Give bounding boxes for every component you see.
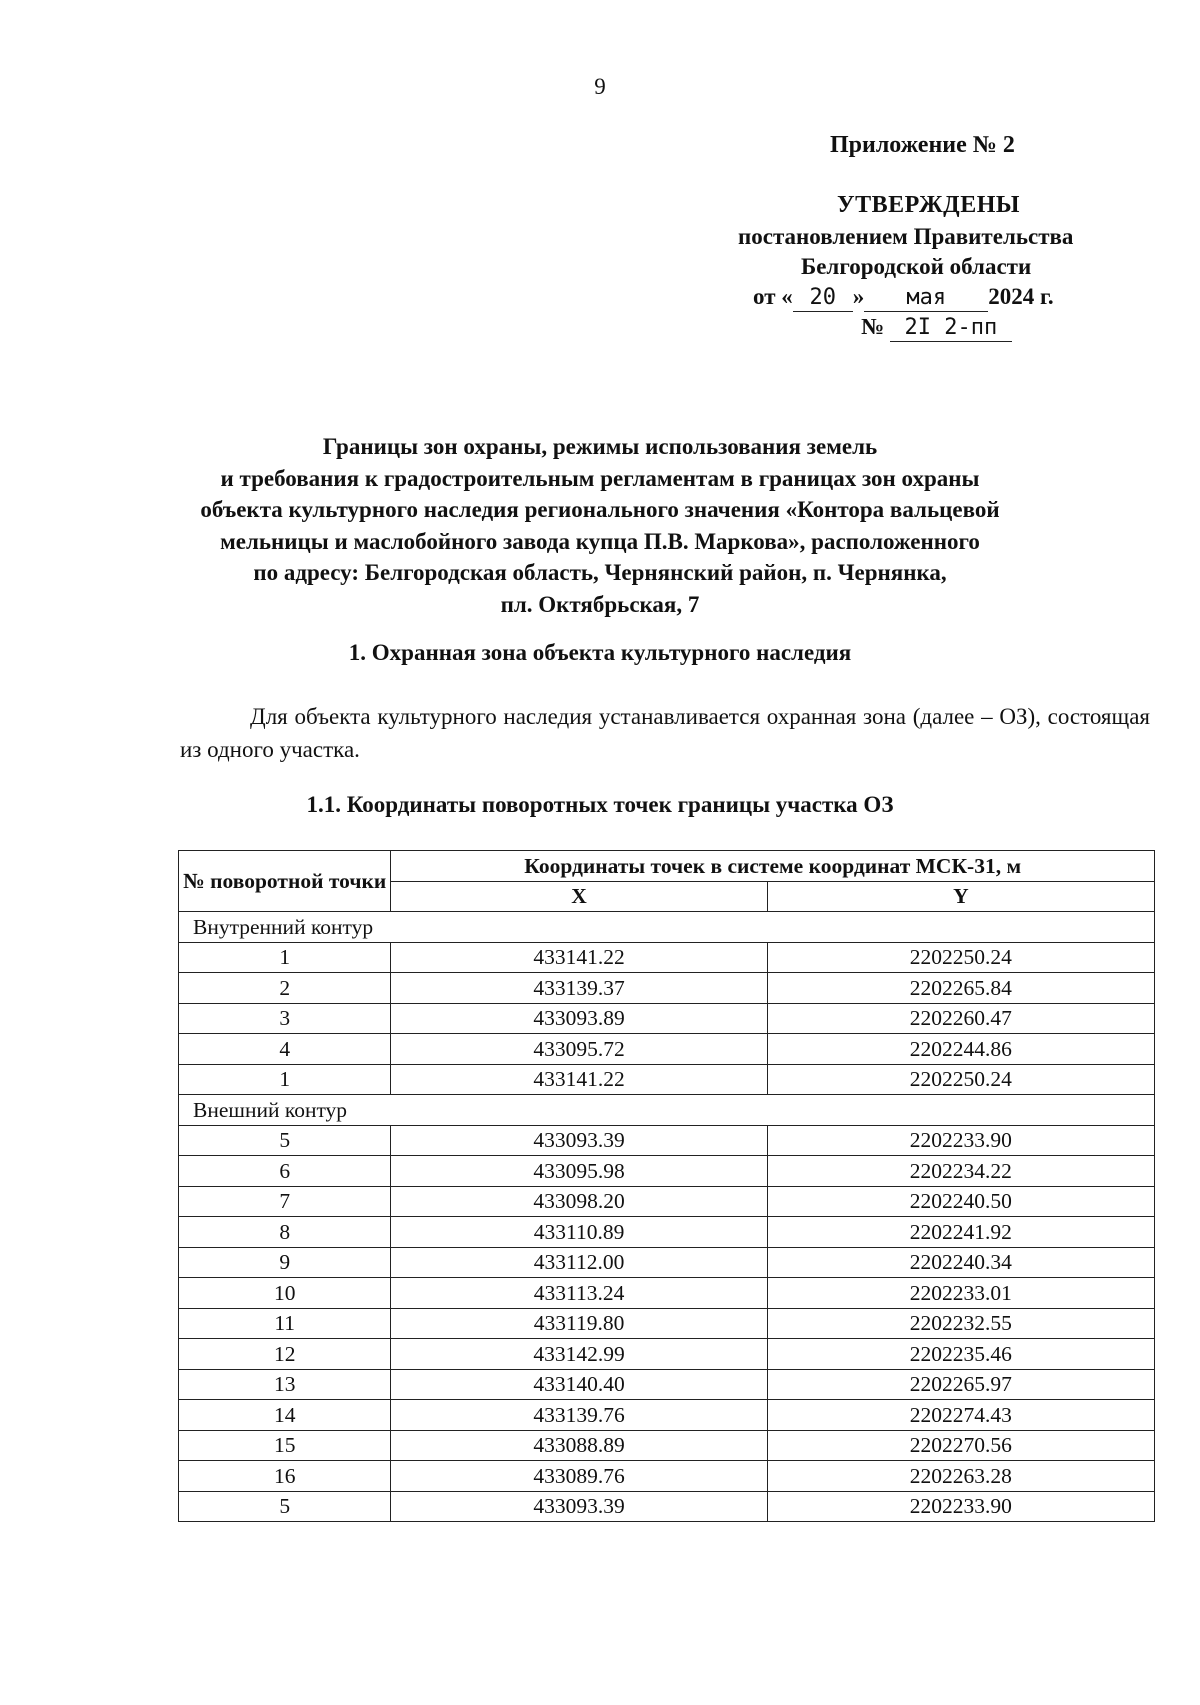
cell-x: 433098.20 [391, 1186, 767, 1217]
cell-y: 2202263.28 [767, 1461, 1154, 1492]
table-row [179, 1064, 1155, 1095]
cell-x: 433110.89 [391, 1217, 767, 1248]
cell-x: 433139.76 [391, 1400, 767, 1431]
table-row [179, 973, 1155, 1004]
cell-y: 2202274.43 [767, 1400, 1154, 1431]
header-y: Y [767, 881, 1154, 912]
table-row [179, 1003, 1155, 1034]
cell-point: 13 [179, 1369, 391, 1400]
cell-y: 2202265.97 [767, 1369, 1154, 1400]
table-row [179, 1156, 1155, 1187]
cell-x: 433095.98 [391, 1156, 767, 1187]
cell-x: 433089.76 [391, 1461, 767, 1492]
table-row [179, 1400, 1155, 1431]
cell-point: 10 [179, 1278, 391, 1309]
cell-y: 2202234.22 [767, 1156, 1154, 1187]
cell-x: 433093.89 [391, 1003, 767, 1034]
cell-y: 2202260.47 [767, 1003, 1154, 1034]
cell-x: 433141.22 [391, 942, 767, 973]
document-number: 2I 2-пп [890, 315, 1012, 342]
header-point: № поворотной точки [179, 851, 391, 912]
appendix-label: Приложение № 2 [830, 132, 1015, 158]
table-row [179, 1034, 1155, 1065]
cell-y: 2202235.46 [767, 1339, 1154, 1370]
coordinates-table [178, 850, 1155, 1522]
cell-x: 433088.89 [391, 1430, 767, 1461]
cell-point: 1 [179, 1064, 391, 1095]
cell-y: 2202265.84 [767, 973, 1154, 1004]
table-row [179, 1491, 1155, 1522]
approval-number [861, 312, 1012, 342]
cell-x: 433095.72 [391, 1034, 767, 1065]
paragraph: Для объекта культурного наследия устанавливается охранная зона (далее – ОЗ), состоящая из одного участка. [180, 704, 1150, 762]
table-row [179, 1217, 1155, 1248]
cell-point: 9 [179, 1247, 391, 1278]
table-row [179, 1430, 1155, 1461]
date-quote-close: » [852, 284, 865, 309]
cell-point: 11 [179, 1308, 391, 1339]
cell-point: 16 [179, 1461, 391, 1492]
coordinates-body [179, 912, 1155, 1522]
cell-point: 5 [179, 1125, 391, 1156]
title-line: по адресу: Белгородская область, Чернянский район, п. Чернянка, [253, 560, 947, 585]
cell-x: 433141.22 [391, 1064, 767, 1095]
cell-y: 2202232.55 [767, 1308, 1154, 1339]
table-row [179, 1461, 1155, 1492]
contour-group-row [179, 1095, 1155, 1126]
cell-y: 2202270.56 [767, 1430, 1154, 1461]
cell-point: 6 [179, 1156, 391, 1187]
cell-x: 433139.37 [391, 973, 767, 1004]
cell-point: 4 [179, 1034, 391, 1065]
title-line: и требования к градостроительным регламентам в границах зон охраны [220, 465, 980, 491]
title-line: объекта культурного наследия регионального значения «Контора вальцевой [200, 497, 1000, 522]
table-row [179, 1125, 1155, 1156]
cell-x: 433113.24 [391, 1278, 767, 1309]
cell-x: 433140.40 [391, 1369, 767, 1400]
title-line: Границы зон охраны, режимы использования земель [322, 434, 878, 459]
table-row [179, 1186, 1155, 1217]
table-row [179, 1369, 1155, 1400]
cell-point: 3 [179, 1003, 391, 1034]
table-row [179, 1278, 1155, 1309]
cell-y: 2202250.24 [767, 1064, 1154, 1095]
cell-y: 2202250.24 [767, 942, 1154, 973]
table-heading: 1.1. Координаты поворотных точек границы участка ОЗ [306, 792, 894, 817]
section-heading: 1. Охранная зона объекта культурного наследия [348, 640, 852, 665]
cell-x: 433112.00 [391, 1247, 767, 1278]
title-line: мельницы и маслобойного завода купца П.В. Маркова», расположенного [220, 528, 980, 554]
table-row [179, 1247, 1155, 1278]
table-row [179, 1339, 1155, 1370]
contour-group-row [179, 912, 1155, 943]
cell-y: 2202240.34 [767, 1247, 1154, 1278]
approved-region: Белгородской области [801, 254, 1032, 279]
cell-point: 14 [179, 1400, 391, 1431]
cell-y: 2202244.86 [767, 1034, 1154, 1065]
approved-label: УТВЕРЖДЕНЫ [837, 192, 1020, 218]
number-prefix: № [861, 314, 885, 339]
cell-y: 2202240.50 [767, 1186, 1154, 1217]
date-year: 2024 г. [988, 284, 1054, 309]
contour-label: Внешний контур [179, 1095, 1155, 1126]
approved-by: постановлением Правительства [738, 224, 1074, 249]
document-title [170, 431, 1030, 620]
date-month: мая [864, 285, 988, 312]
contour-label: Внутренний контур [179, 912, 1155, 943]
cell-x: 433142.99 [391, 1339, 767, 1370]
cell-y: 2202233.90 [767, 1125, 1154, 1156]
header-coords: Координаты точек в системе координат МСК-31, м [391, 851, 1155, 882]
cell-y: 2202233.01 [767, 1278, 1154, 1309]
approval-date [753, 282, 1054, 312]
page-number: 9 [594, 74, 606, 99]
date-prefix: от « [753, 284, 793, 309]
cell-point: 12 [179, 1339, 391, 1370]
table-row [179, 942, 1155, 973]
cell-point: 2 [179, 973, 391, 1004]
cell-x: 433093.39 [391, 1125, 767, 1156]
cell-x: 433093.39 [391, 1491, 767, 1522]
cell-point: 8 [179, 1217, 391, 1248]
cell-y: 2202241.92 [767, 1217, 1154, 1248]
cell-point: 15 [179, 1430, 391, 1461]
cell-point: 5 [179, 1491, 391, 1522]
header-x: X [391, 881, 767, 912]
table-row [179, 1308, 1155, 1339]
cell-y: 2202233.90 [767, 1491, 1154, 1522]
cell-x: 433119.80 [391, 1308, 767, 1339]
cell-point: 7 [179, 1186, 391, 1217]
date-day: 20 [793, 285, 853, 312]
cell-point: 1 [179, 942, 391, 973]
title-line: пл. Октябрьская, 7 [500, 591, 700, 617]
